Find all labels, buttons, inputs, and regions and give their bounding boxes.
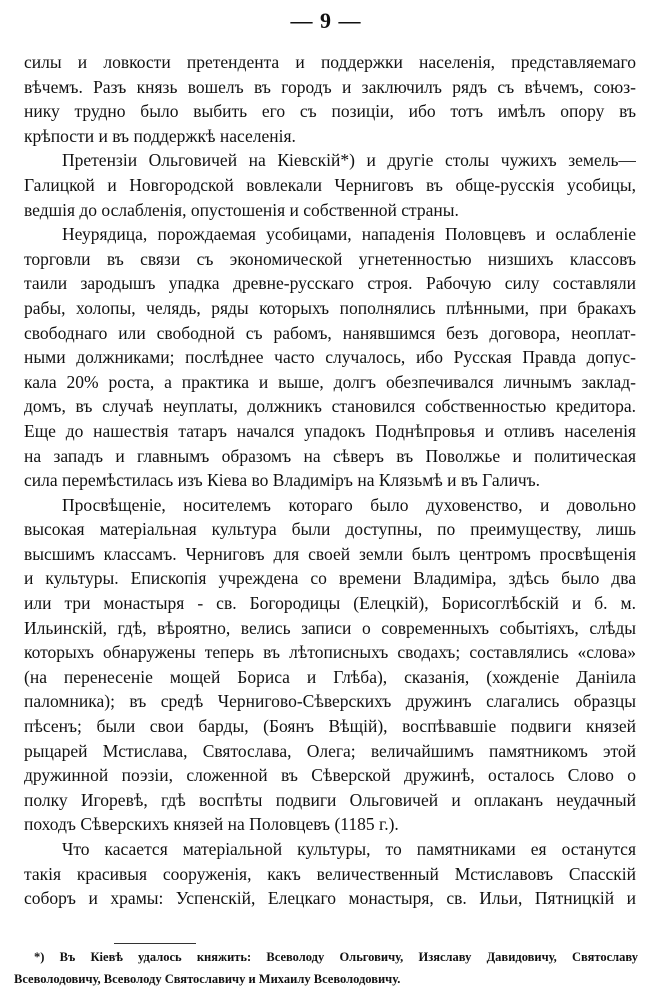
- text-line: ными должниками; послѣднее часто случалось, ибо Русская Правда допус-: [24, 347, 636, 368]
- text-line: домъ, въ случаѣ неуплаты, должникъ становился собственностью кредитора.: [24, 396, 636, 417]
- text-line: свободнаго или свободной съ рабомъ, нанявшимся безъ договора, неоплат-: [24, 322, 636, 343]
- text-line: крѣпости и въ поддержкѣ населенія.: [24, 125, 296, 146]
- text-line: высшимъ классамъ. Черниговъ для своей земли былъ центромъ просвѣщенія: [24, 543, 636, 564]
- text-line: или три монастыря - св. Богородицы (Елецкій), Борисоглѣбскій и б. м.: [24, 593, 636, 614]
- text-line: высокая матеріальная культура были доступны, по преимуществу, лишь: [24, 519, 636, 540]
- text-line: ведшія до ослабленія, опустошенія и собственной страны.: [24, 199, 459, 220]
- text-line: паломника); въ средѣ Черниговo-Сѣверскихъ дружинъ слагались образцы: [24, 691, 636, 712]
- text-line: нику трудно было выбить его съ позиціи, ибо тотъ имѣлъ опору въ: [24, 101, 636, 122]
- footnote-divider: [114, 943, 196, 944]
- text-line: Неурядица, порождаемая усобицами, нападенія Половцевъ и ослабленіе: [62, 224, 636, 245]
- text-line: которыхъ обнаружены теперь въ лѣтописныхъ сводахъ; составлялись «слова»: [24, 642, 636, 663]
- text-line: полку Игоревѣ, гдѣ воспѣты подвиги Ольговичей и оплаканъ неудачный: [24, 789, 636, 810]
- text-line: вѣчемъ. Разъ князь вошелъ въ городъ и заключилъ рядъ съ вѣчемъ, союз-: [24, 76, 636, 97]
- text-line: (на перенесеніе мощей Бориса и Глѣба), сказанія, (хожденіе Даніила: [24, 666, 636, 687]
- main-text: [24, 50, 636, 911]
- text-line: торговли въ связи съ экономической угнетенностью низшихъ классовъ: [24, 248, 636, 269]
- text-line: таили зародышъ упадка древне-русскаго строя. Рабочую силу составляли: [24, 273, 636, 294]
- text-line: походъ Сѣверскихъ князей на Половцевъ (1185 г.).: [24, 814, 399, 835]
- text-line: Ильинскій, гдѣ, вѣроятно, велись записи о современныхъ событіяхъ, слѣды: [24, 617, 636, 638]
- footnote-line: Всеволодовичу, Всеволоду Святославичу и Михаилу Всеволодовичу.: [14, 972, 401, 986]
- text-line: дружинной поэзіи, сложенной въ Сѣверской дружинѣ, осталось Слово о: [24, 765, 636, 786]
- text-line: и культуры. Епископія учреждена со времени Владиміра, здѣсь было два: [24, 568, 636, 589]
- footnote-line: *) Въ Кіевѣ удалось княжить: Всеволоду Ольговичу, Изяславу Давидовичу, Святославу: [34, 950, 638, 964]
- text-line: пѣсенъ; были свои барды, (Боянъ Вѣщій), воспѣвавшіе подвиги князей: [24, 716, 636, 737]
- text-line: Галицкой и Новгородской вовлекали Черниговъ въ обще-русскія усобицы,: [24, 174, 636, 195]
- text-line: Еще до нашествія татаръ начался упадокъ Поднѣпровья и отливъ населенія: [24, 420, 636, 441]
- text-line: соборъ и храмы: Успенскій, Елецкаго монастыря, св. Ильи, Пятницкій и: [24, 888, 636, 909]
- text-line: Что касается матеріальной культуры, то памятниками ея останутся: [62, 839, 636, 859]
- text-line: на западъ и главнымъ образомъ на сѣверъ въ Поволжье и политическая: [24, 445, 636, 466]
- text-line: сила перемѣстилась изъ Кіева во Владиміръ на Клязьмѣ и въ Галичъ.: [24, 470, 541, 491]
- text-line: рабы, холопы, челядь, ряды которыхъ пополнялись плѣнными, при бракахъ: [24, 297, 636, 318]
- text-line: рыцарей Мстислава, Святослава, Олега; величайшимъ памятникомъ этой: [24, 740, 636, 761]
- text-line: Просвѣщеніе, носителемъ котораго было духовенство, и довольно: [62, 494, 636, 515]
- footnote: [14, 946, 638, 990]
- text-line: силы и ловкости претендента и поддержки населенія, представляемаго: [24, 52, 636, 72]
- text-line: Претензіи Ольговичей на Кіевскій*) и другіе столы чужихъ земель—: [62, 150, 636, 171]
- page-number: — 9 —: [290, 8, 362, 33]
- text-line: такія красивыя сооруженія, какъ величественный Мстиславовъ Спасскій: [24, 863, 636, 884]
- text-line: кала 20% роста, а практика и выше, долгъ обезпечивался личнымъ заклад-: [24, 371, 636, 392]
